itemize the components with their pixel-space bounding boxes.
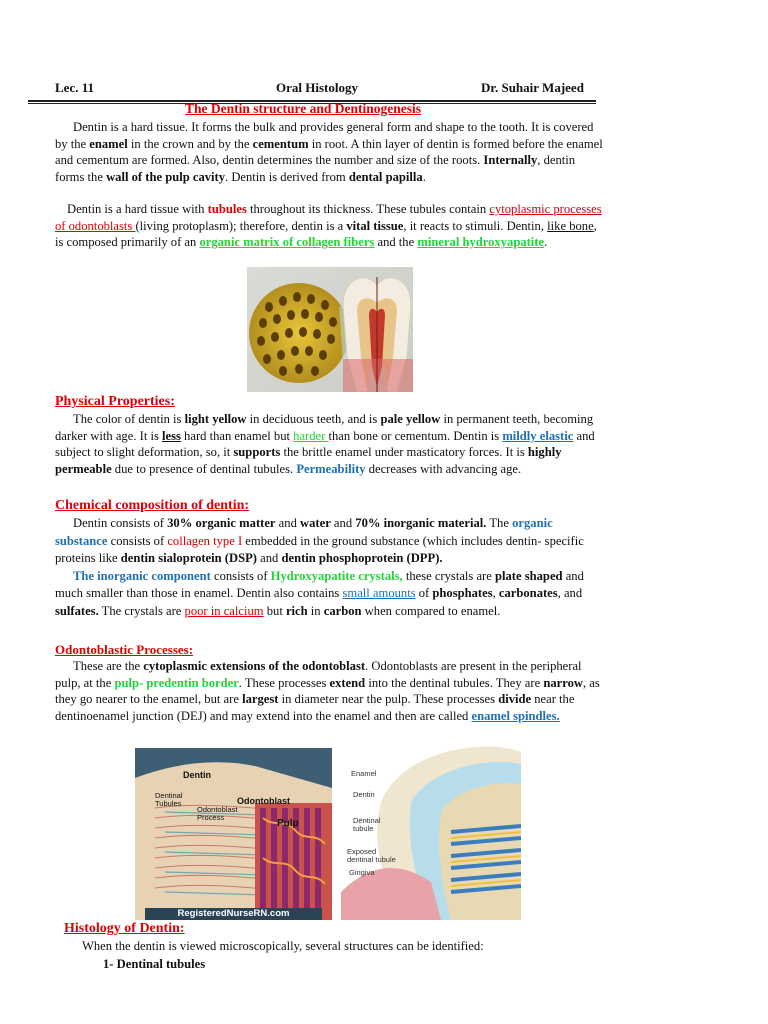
author-name: Dr. Suhair Majeed <box>481 80 584 95</box>
label-exposed-dentinal-tubule: Exposed dentinal tubule <box>347 847 396 864</box>
label-dentin: Dentin <box>183 770 211 780</box>
label-gingiva: Gingiva <box>349 868 375 877</box>
histology-heading: Histology of Dentin: <box>64 921 185 936</box>
label-dentin: Dentin <box>353 790 375 799</box>
histology-intro: When the dentin is viewed microscopically, several structures can be identified: <box>82 939 484 953</box>
histology-list-item: 1- Dentinal tubules <box>103 957 206 971</box>
physical-properties-heading: Physical Properties: <box>55 394 175 409</box>
chemical-composition-text: Dentin consists of 30% organic matter and water and 70% inorganic material. The organic substance consists of collagen type I embedded in the ground substance (which includes dentin- specific proteins like dentin sialoprotein (DSP) and dentin phosphoprotein (DPP). The inorganic component consists of Hydroxyapatite crystals, these crystals are plate shaped and much smaller than those in enamel. Dentin also contains small amounts of phosphates, carbonates, and sulfates. The crystals are poor in calcium but rich in carbon when compared to enamel. <box>55 516 584 618</box>
label-odontoblast: Odontoblast <box>237 796 290 806</box>
lecture-number: Lec. 11 <box>55 80 94 95</box>
label-dentinal-tubules: Dentinal Tubules <box>155 791 183 808</box>
label-pulp: Pulp <box>277 818 299 829</box>
odontoblast-process-illustration <box>135 748 332 920</box>
tooth-dentin-illustration <box>247 267 413 392</box>
figure-watermark: RegisteredNurseRN.com <box>145 908 322 920</box>
chemical-composition-heading: Chemical composition of dentin: <box>55 498 250 513</box>
page-title: The Dentin structure and Dentinogenesis <box>185 101 422 116</box>
odontoblastic-processes-heading: Odontoblastic Processes: <box>55 642 194 657</box>
label-odontoblast-process: Odontoblast Process <box>197 805 238 822</box>
physical-properties-text: The color of dentin is light yellow in deciduous teeth, and is pale yellow in permanent teeth, becoming darker with age. It is less hard than enamel but harder than bone or cementum. Dentin is mildly elastic and subject to slight deformation, so, it supports the brittle enamel under masticatory forces. It is highly permeable due to presence of dentinal tubules. Permeability decreases with advancing age. <box>55 412 595 477</box>
intro-paragraph-2: Dentin is a hard tissue with tubules throughout its thickness. These tubules contain cytoplasmic processes of odontoblasts (living protoplasm); therefore, dentin is a vital tissue, it reacts to stimuli. Dentin, like bone, is composed primarily of an organic matrix of collagen fibers and the mineral hydroxyapatite. <box>55 202 602 250</box>
odontoblastic-processes-text: These are the cytoplasmic extensions of the odontoblast. Odontoblasts are present in the peripheral pulp, at the pulp- predentin border. These processes extend into the dentinal tubules. They are narrow, as they go nearer to the enamel, but are largest in diameter near the pulp. These processes divide near the dentinoenamel junction (DEJ) and may extend into the enamel and then are called enamel spindles. <box>55 659 600 724</box>
label-enamel: Enamel <box>351 769 377 778</box>
label-dentinal-tubule: Dentinal tubule <box>353 816 381 833</box>
dentinal-tubule-illustration <box>341 742 521 920</box>
course-title: Oral Histology <box>276 80 358 95</box>
intro-paragraph-1: Dentin is a hard tissue. It forms the bulk and provides general form and shape to the tooth. It is covered by the enamel in the crown and by the cementum in root. A thin layer of dentin is formed before the enamel and cementum are formed. Also, dentin determines the number and size of the roots. Internally, dentin forms the wall of the pulp cavity. Dentin is derived from dental papilla. <box>55 120 603 185</box>
